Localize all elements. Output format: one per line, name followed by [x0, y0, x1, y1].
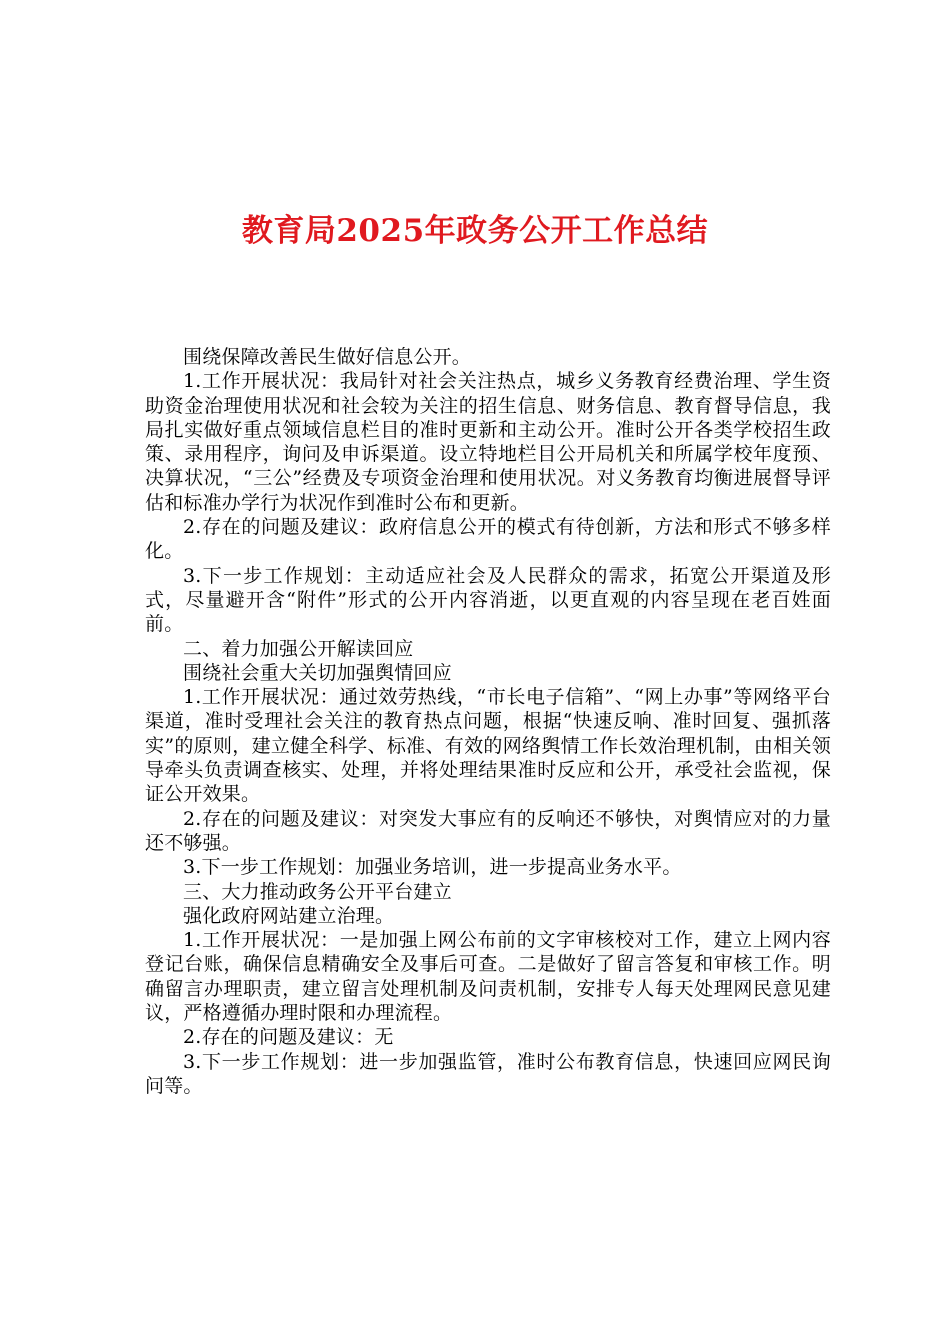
paragraph: 3.下一步工作规划：进一步加强监管，准时公布教育信息，快速回应网民询问等。	[145, 1050, 831, 1097]
document-title: 教育局2025年政务公开工作总结	[241, 213, 709, 249]
paragraph: 2.存在的问题及建议：对突发大事应有的反响还不够快，对舆情应对的力量还不够强。	[145, 807, 831, 854]
paragraph: 2.存在的问题及建议：政府信息公开的模式有待创新，方法和形式不够多样化。	[145, 516, 831, 563]
paragraph: 强化政府网站建立治理。	[183, 904, 395, 927]
section-heading: 二、着力加强公开解读回应	[183, 637, 414, 660]
paragraph: 3.下一步工作规划：加强业务培训，进一步提高业务水平。	[183, 856, 682, 879]
paragraph: 1.工作开展状况：通过效劳热线，“市长电子信箱”、“网上办事”等网络平台渠道，准时受理社会关注的教育热点问题，根据“快速反响、准时回复、强抓落实”的原则，建立健全科学、标准、有效的网络舆情工作长效治理机制，由相关领导牵头负责调查核实、处理，并将处理结果准时反应和公开，承受社会监视，保证公开效果。	[145, 686, 831, 806]
paragraph: 围绕社会重大关切加强舆情回应	[183, 661, 452, 684]
paragraph: 3.下一步工作规划：主动适应社会及人民群众的需求，拓宽公开渠道及形式，尽量避开含“附件”形式的公开内容消逝，以更直观的内容呈现在老百姓面前。	[145, 564, 831, 636]
section-heading: 三、大力推动政务公开平台建立	[183, 880, 452, 903]
document-body	[145, 345, 831, 1098]
paragraph: 1.工作开展状况：一是加强上网公布前的文字审核校对工作，建立上网内容登记台账，确保信息精确安全及事后可查。二是做好了留言答复和审核工作。明确留言办理职责，建立留言处理机制及问责机制，安排专人每天处理网民意见建议，严格遵循办理时限和办理流程。	[145, 929, 831, 1025]
paragraph: 2.存在的问题及建议：无	[183, 1026, 394, 1049]
paragraph: 1.工作开展状况：我局针对社会关注热点，城乡义务教育经费治理、学生资助资金治理使用状况和社会较为关注的招生信息、财务信息、教育督导信息，我局扎实做好重点领域信息栏目的准时更新和主动公开。准时公开各类学校招生政策、录用程序，询问及申诉渠道。设立特地栏目公开局机关和所属学校年度预、决算状况，“三公”经费及专项资金治理和使用状况。对义务教育均衡进展督导评估和标准办学行为状况作到准时公布和更新。	[145, 370, 831, 514]
paragraph: 围绕保障改善民生做好信息公开。	[183, 346, 472, 368]
